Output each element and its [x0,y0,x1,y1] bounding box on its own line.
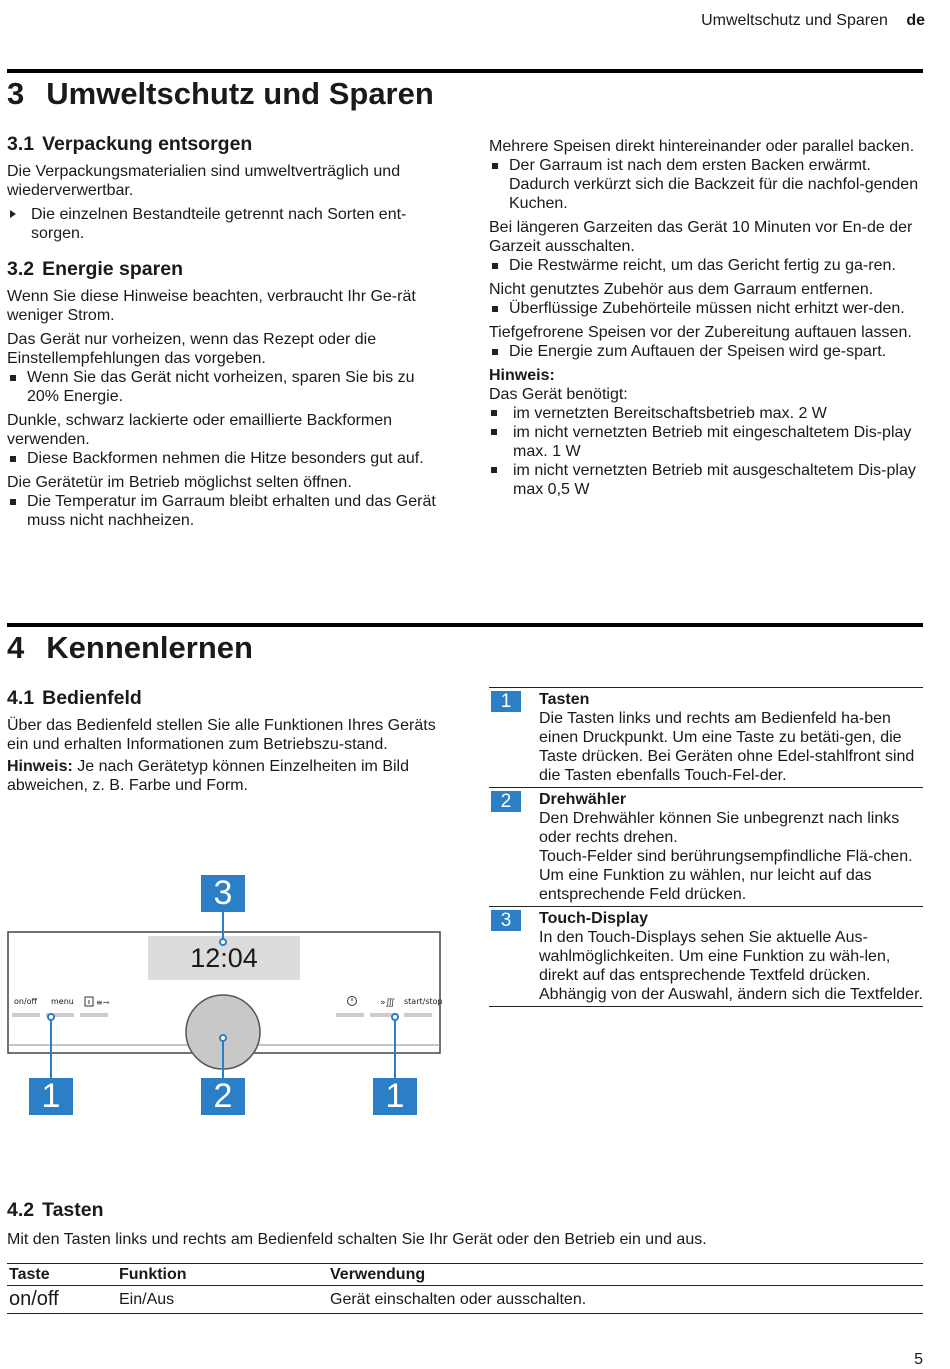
chapter-title: 3 Umweltschutz und Sparen [7,76,434,111]
list-item: im nicht vernetzten Betrieb mit eingeschaltetem Dis-play max. 1 W [489,423,919,461]
paragraph: Nicht genutztes Zubehör aus dem Garraum entfernen. [489,281,874,298]
bullet-icon [492,349,498,355]
list-item: im vernetzten Bereitschaftsbetrieb max. 2 W [489,404,919,423]
legend-row [489,906,923,1007]
keys-table [7,1263,923,1314]
legend-row [489,787,923,906]
header-lang: de [906,12,925,29]
legend-number: 1 [491,691,521,712]
fastheat-icon: »∭ [380,998,396,1008]
control-panel-illustration [7,870,442,1120]
list-item: im nicht vernetzten Betrieb mit ausgeschaltetem Dis-play max 0,5 W [489,461,919,499]
bullet-icon [492,263,498,269]
list-item: Der Garraum ist nach dem ersten Backen erwärmt. Dadurch verkürzt sich die Backzeit für die nachfol-genden Kuchen. [489,156,919,213]
callout-badge-2: 2 [201,1078,245,1115]
left-column [7,132,442,535]
legend-title: Drehwähler [539,791,627,808]
paragraph: Bei längeren Garzeiten das Gerät 10 Minuten vor En-de der Garzeit ausschalten. [489,219,913,255]
list-item: Die Restwärme reicht, um das Gericht fertig zu ga-ren. [489,256,919,275]
section-title: 3.2 Energie sparen [7,258,183,280]
key-usage: Gerät einschalten oder ausschalten. [328,1286,923,1314]
section-title: 3.1 Verpackung entsorgen [7,133,253,155]
bullet-icon [491,410,497,416]
chapter-rule [7,69,923,73]
table-header: Verwendung [328,1264,923,1286]
bullet-icon [10,456,16,462]
paragraph: Dunkle, schwarz lackierte oder emaillierte Backformen verwenden. [7,412,393,448]
table-header: Taste [7,1264,117,1286]
list-item: Die Temperatur im Garraum bleibt erhalten und das Gerät muss nicht nachheizen. [7,492,442,530]
bullet-icon [10,375,16,381]
paragraph: Mit den Tasten links und rechts am Bedienfeld schalten Sie Ihr Gerät oder den Betrieb ein und aus. [7,1231,707,1248]
page-number: 5 [914,1351,923,1368]
legend-table [489,687,923,1007]
table-row [7,1286,923,1314]
key-name: on/off [7,1286,117,1314]
chapter-title: 4 Kennenlernen [7,630,253,665]
onoff-label: on/off [14,997,38,1006]
bullet-icon [491,429,497,435]
bullet-icon [491,467,497,473]
paragraph: Tiefgefrorene Speisen vor der Zubereitung auftauen lassen. [489,324,912,341]
callout-badge-1-left: 1 [29,1078,73,1115]
list-item: Die einzelnen Bestandteile getrennt nach Sorten ent-sorgen. [7,205,442,243]
startstop-label: start/stop [404,997,443,1006]
legend-text: Den Drehwähler können Sie unbegrenzt nach links oder rechts drehen. Touch-Felder sind berührungsempfindliche Flä-chen. Um eine Funktion zu wählen, nur leicht auf das entsprechende Feld drücken. [539,810,913,903]
legend-title: Tasten [539,691,590,708]
bullet-icon [492,163,498,169]
chapter-rule [7,623,923,627]
callout-badge-1-right: 1 [373,1078,417,1115]
list-item: Die Energie zum Auftauen der Speisen wird ge-spart. [489,342,919,361]
note-intro: Das Gerät benötigt: [489,386,628,403]
callout-badge-3: 3 [201,875,245,912]
running-header [701,11,925,30]
table-header: Funktion [117,1264,328,1286]
section-4-1 [7,686,442,800]
header-section: Umweltschutz und Sparen [701,12,888,29]
display-time: 12:04 [190,943,258,973]
section-title: 4.2 Tasten [7,1199,104,1221]
table-header-row [7,1264,923,1286]
list-item: Diese Backformen nehmen die Hitze besonders gut auf. [7,449,442,468]
section-title: 4.1 Bedienfeld [7,687,142,709]
list-item: Wenn Sie das Gerät nicht vorheizen, sparen Sie bis zu 20% Energie. [7,368,442,406]
key-function: Ein/Aus [117,1286,328,1314]
paragraph: Über das Bedienfeld stellen Sie alle Funktionen Ihres Geräts ein und erhalten Informationen zum Betriebszu-stand. [7,717,436,753]
svg-text:≡⊸: ≡⊸ [96,998,110,1007]
legend-text: In den Touch-Displays sehen Sie aktuelle Aus-wahlmöglichkeiten. Um eine Funktion zu wäh-len, direkt auf das entsprechende Textfeld drücken. Abhängig von der Auswahl, ändern sich die Textfelder. [539,929,923,1003]
legend-number: 2 [491,791,521,812]
menu-label: menu [51,997,74,1006]
paragraph: Das Gerät nur vorheizen, wenn das Rezept oder die Einstellempfehlungen das vorgeben. [7,331,377,367]
paragraph: Die Gerätetür im Betrieb möglichst selten öffnen. [7,474,352,491]
note: Hinweis: Je nach Gerätetyp können Einzelheiten im Bild abweichen, z. B. Farbe und Form. [7,758,409,794]
legend-row [489,687,923,787]
note-label: Hinweis: [489,367,555,384]
paragraph: Die Verpackungsmaterialien sind umweltverträglich und wiederverwertbar. [7,163,401,199]
legend-number: 3 [491,910,521,931]
bullet-icon [492,306,498,312]
paragraph: Wenn Sie diese Hinweise beachten, verbraucht Ihr Ge-rät weniger Strom. [7,288,416,324]
legend-title: Touch-Display [539,910,649,927]
arrow-icon [10,210,16,218]
legend-text: Die Tasten links und rechts am Bedienfeld ha-ben einen Druckpunkt. Um eine Taste zu betäti-gen, die Taste drücken. Bei Geräten ohne Edel-stahlfront sind die Tasten ebenfalls Touch-Fel-der. [539,710,915,784]
paragraph: Mehrere Speisen direkt hintereinander oder parallel backen. [489,138,915,155]
list-item: Überflüssige Zubehörteile müssen nicht erhitzt wer-den. [489,299,919,318]
right-column [489,137,919,499]
bullet-icon [10,499,16,505]
